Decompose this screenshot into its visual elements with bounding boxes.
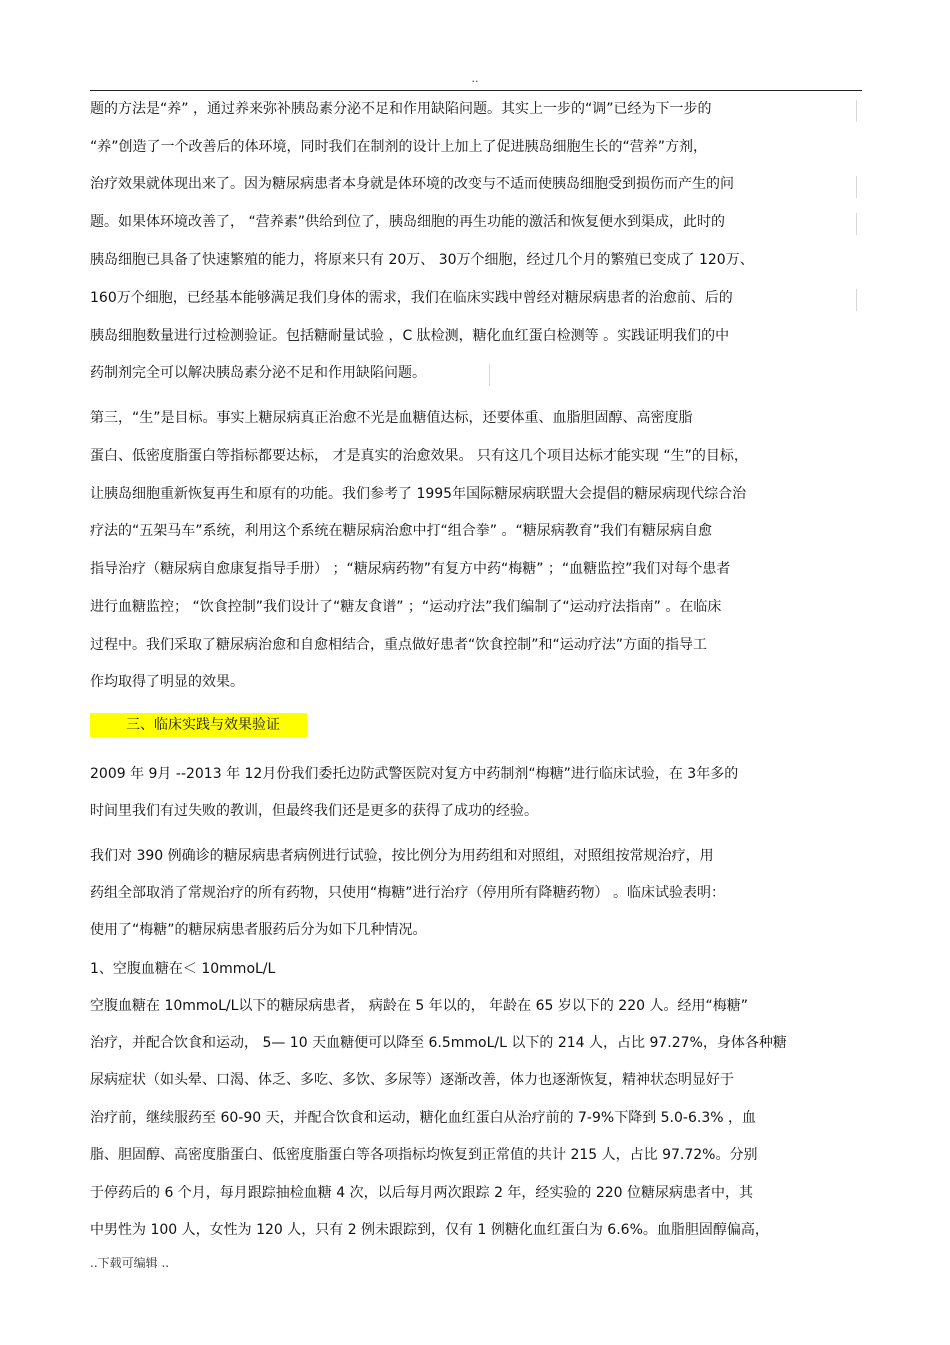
text-line: 空腹血糖在 10mmoL/L以下的糖尿病患者， 病龄在 5 年以的， 年龄在 65 岁以下的 220 人。经用“梅糖” [90,998,748,1014]
text-line: 尿病症状（如头晕、口渴、体乏、多吃、多饮、多尿等）逐渐改善，体力也逐渐恢复，精神状态明显好于 [90,1072,734,1088]
text-frame-edge [856,213,857,235]
text-line: 胰岛细胞已具备了快速繁殖的能力，将原来只有 20万、 30万个细胞，经过几个月的繁殖已变成了 120万、 [90,252,754,268]
text-line: 疗法的“五架马车”系统，利用这个系统在糖尿病治愈中打“组合拳” 。“糖尿病教育”我们有糖尿病自愈 [90,523,712,539]
header-marker: .. [471,72,479,85]
text-line: 于停药后的 6 个月，每月跟踪抽检血糖 4 次，以后每月两次跟踪 2 年，经实验的 220 位糖尿病患者中，其 [90,1185,754,1201]
text-line: 指导治疗（糖尿病自愈康复指导手册） ；“糖尿病药物”有复方中药“梅糖” ；“血糖监控”我们对每个患者 [90,561,731,577]
text-line: 脂、胆固醇、高密度脂蛋白、低密度脂蛋白等各项指标均恢复到正常值的共计 215 人，占比 97.72%。分别 [90,1147,758,1163]
text-frame-edge [489,364,490,386]
text-frame-edge [856,176,857,198]
text-line: 蛋白、低密度脂蛋白等指标都要达标， 才是真实的治愈效果。 只有这几个项目达标才能实现 “生”的目标， [90,448,748,464]
text-line: 药组全部取消了常规治疗的所有药物，只使用“梅糖”进行治疗（停用所有降糖药物） 。临床试验表明： [90,885,725,901]
text-line: 中男性为 100 人，女性为 120 人，只有 2 例未跟踪到，仅有 1 例糖化血红蛋白为 6.6%。血脂胆固醇偏高， [90,1222,769,1238]
text-line: 2009 年 9月 --2013 年 12月份我们委托边防武警医院对复方中药制剂“梅糖”进行临床试验，在 3年多的 [90,766,739,782]
text-line: 题的方法是“养” ，通过养来弥补胰岛素分泌不足和作用缺陷问题。其实上一步的“调”已经为下一步的 [90,101,712,117]
text-frame-edge [856,100,857,122]
text-line: 让胰岛细胞重新恢复再生和原有的功能。我们参考了 1995年国际糖尿病联盟大会提倡的糖尿病现代综合治 [90,486,747,502]
text-line: 胰岛细胞数量进行过检测验证。包括糖耐量试验 ，C 肽检测，糖化血红蛋白检测等 。实践证明我们的中 [90,328,730,344]
section-heading [90,713,307,737]
text-line: 治疗效果就体现出来了。因为糖尿病患者本身就是体环境的改变与不适而使胰岛细胞受到损伤而产生的问 [90,176,734,192]
footer-note: ..下载可编辑 .. [90,1256,170,1270]
text-line: 使用了“梅糖”的糖尿病患者服药后分为如下几种情况。 [90,922,427,938]
text-line: 第三，“生”是目标。事实上糖尿病真正治愈不光是血糖值达标，还要体重、血脂胆固醇、高密度脂 [90,410,693,426]
text-line: 治疗，并配合饮食和运动， 5— 10 天血糖便可以降至 6.5mmoL/L 以下的 214 人，占比 97.27%，身体各种糖 [90,1035,787,1051]
header-rule [90,90,862,91]
text-line: “养”创造了一个改善后的体环境，同时我们在制剂的设计上加上了促进胰岛细胞生长的“营养”方剂， [90,139,708,155]
text-line: 药制剂完全可以解决胰岛素分泌不足和作用缺陷问题。 [90,365,426,381]
text-line: 时间里我们有过失败的教训，但最终我们还是更多的获得了成功的经验。 [90,803,538,819]
text-frame-edge [856,289,857,311]
text-line: 治疗前，继续服药至 60-90 天，并配合饮食和运动，糖化血红蛋白从治疗前的 7-9%下降到 5.0-6.3% ，血 [90,1110,756,1126]
text-line: 过程中。我们采取了糖尿病治愈和自愈相结合，重点做好患者“饮食控制”和“运动疗法”方面的指导工 [90,637,708,653]
text-line: 1、空腹血糖在＜ 10mmoL/L [90,961,276,977]
section-heading-text: 三、临床实践与效果验证 [126,717,280,733]
text-line: 160万个细胞，已经基本能够满足我们身体的需求，我们在临床实践中曾经对糖尿病患者的治愈前、后的 [90,290,733,306]
text-line: 进行血糖监控； “饮食控制”我们设计了“糖友食谱” ；“运动疗法”我们编制了“运动疗法指南” 。在临床 [90,599,722,615]
text-line: 我们对 390 例确诊的糖尿病患者病例进行试验，按比例分为用药组和对照组，对照组按常规治疗，用 [90,848,714,864]
text-line: 题。如果体环境改善了， “营养素”供给到位了，胰岛细胞的再生功能的激活和恢复便水到渠成，此时的 [90,214,725,230]
text-line: 作均取得了明显的效果。 [90,674,244,690]
